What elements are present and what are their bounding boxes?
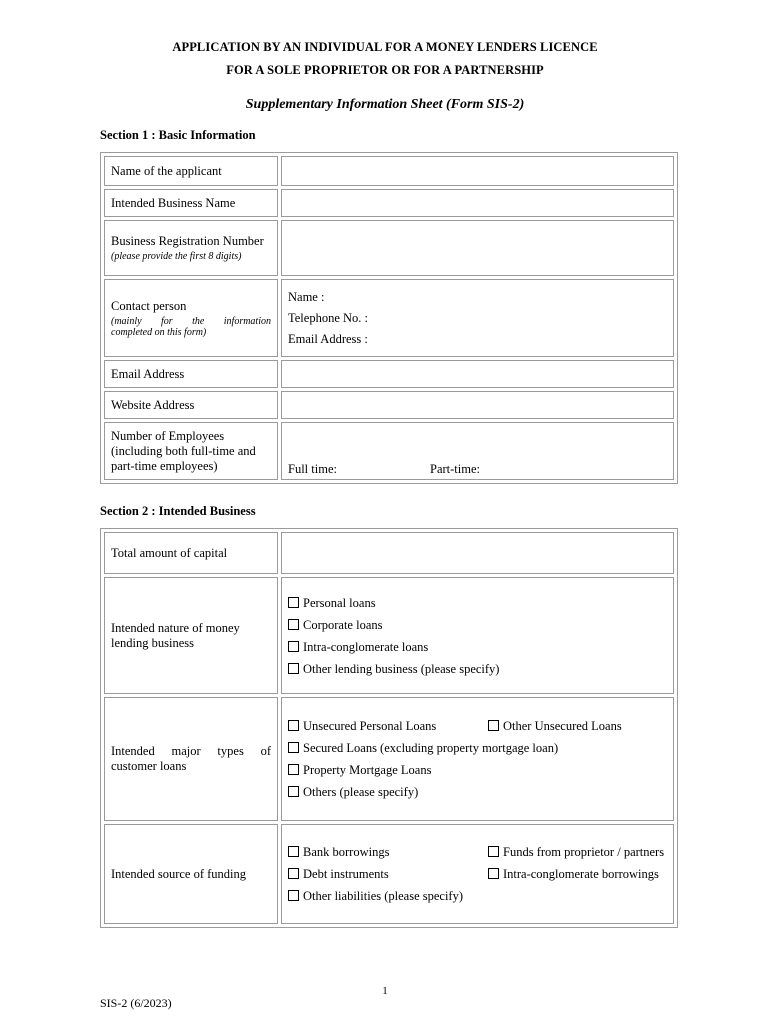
row-applicant-name: [104, 156, 674, 186]
option-label: Debt instruments: [303, 867, 389, 881]
checkbox-icon[interactable]: [288, 720, 299, 731]
nature-option-personal[interactable]: [288, 592, 667, 614]
employees-field[interactable]: [281, 422, 674, 480]
option-label: Other lending business (please specify): [303, 661, 500, 676]
row-business-name: [104, 189, 674, 217]
form-title-line2: FOR A SOLE PROPRIETOR OR FOR A PARTNERSHIP: [226, 63, 544, 77]
loan-option-others[interactable]: [288, 781, 667, 803]
section2-heading: Section 2 : Intended Business: [100, 504, 256, 518]
section1-heading: Section 1 : Basic Information: [100, 128, 256, 142]
option-label: Other liabilities (please specify): [303, 889, 464, 903]
contact-tel-label: Telephone No. :: [288, 310, 369, 325]
checkbox-icon[interactable]: [488, 846, 499, 857]
row-contact: [104, 279, 674, 357]
contact-name-label: Name :: [288, 289, 325, 304]
capital-label: Total amount of capital: [104, 532, 278, 574]
applicant-name-field[interactable]: [281, 156, 674, 186]
loans-label-1: Intended major types of: [111, 744, 271, 758]
option-label: Intra-conglomerate borrowings: [503, 867, 659, 881]
fund-option-proprietor[interactable]: [488, 841, 664, 863]
row-brn: [104, 220, 674, 276]
nature-options-cell: [281, 577, 674, 694]
brn-label: Business Registration Number: [111, 234, 264, 248]
capital-field[interactable]: [281, 532, 674, 574]
checkbox-icon[interactable]: [488, 868, 499, 879]
part-time-label: Part-time:: [430, 462, 480, 476]
business-name-label: Intended Business Name: [104, 189, 278, 217]
option-label: Unsecured Personal Loans: [303, 719, 437, 733]
checkbox-icon[interactable]: [288, 597, 299, 608]
page-number: 1: [382, 985, 388, 997]
option-label: Secured Loans (excluding property mortgage loan): [303, 741, 559, 755]
nature-option-intra[interactable]: [288, 636, 667, 658]
option-label: Intra-conglomerate loans: [303, 639, 429, 654]
option-label: Bank borrowings: [303, 845, 390, 859]
loan-option-unsecured[interactable]: [288, 715, 488, 737]
fund-option-debt[interactable]: [288, 863, 488, 885]
row-website: [104, 391, 674, 419]
email-field[interactable]: [281, 360, 674, 388]
brn-label-cell: [104, 220, 278, 276]
row-capital: [104, 532, 674, 574]
contact-note-2: completed on this form): [111, 326, 207, 338]
row-email: [104, 360, 674, 388]
option-label: Property Mortgage Loans: [303, 763, 432, 777]
checkbox-icon[interactable]: [288, 619, 299, 630]
loans-options-cell: [281, 697, 674, 821]
employees-label-3: part-time employees): [111, 458, 218, 473]
funding-label: Intended source of funding: [104, 824, 278, 924]
form-subtitle: Supplementary Information Sheet (Form SIS-2): [245, 97, 525, 112]
nature-label-cell: [104, 577, 278, 694]
nature-option-other[interactable]: [288, 658, 667, 680]
loan-option-property[interactable]: [288, 759, 667, 781]
row-loan-types: [104, 697, 674, 821]
option-label: Corporate loans: [303, 617, 383, 632]
row-employees: [104, 422, 674, 480]
form-code: SIS-2 (6/2023): [100, 996, 172, 1010]
intended-business-table: [100, 528, 678, 928]
checkbox-icon[interactable]: [288, 641, 299, 652]
nature-label-1: Intended nature of money: [111, 620, 240, 635]
contact-email-label: Email Address :: [288, 331, 368, 346]
loan-option-other-unsecured[interactable]: [488, 715, 622, 737]
checkbox-icon[interactable]: [288, 868, 299, 879]
full-time-label: Full time:: [288, 462, 337, 476]
website-field[interactable]: [281, 391, 674, 419]
fund-option-intra[interactable]: [488, 863, 659, 885]
option-label: Other Unsecured Loans: [503, 719, 622, 733]
website-label: Website Address: [104, 391, 278, 419]
row-nature: [104, 577, 674, 694]
contact-field[interactable]: [281, 279, 674, 357]
brn-note: (please provide the first 8 digits): [111, 251, 242, 262]
loans-label-2: customer loans: [111, 759, 187, 773]
business-name-field[interactable]: [281, 189, 674, 217]
option-label: Funds from proprietor / partners: [503, 845, 665, 859]
basic-info-table: [100, 152, 678, 484]
checkbox-icon[interactable]: [288, 663, 299, 674]
form-title-line1: APPLICATION BY AN INDIVIDUAL FOR A MONEY LENDERS LICENCE: [172, 40, 598, 54]
loan-option-secured[interactable]: [288, 737, 667, 759]
brn-field[interactable]: [281, 220, 674, 276]
contact-label: Contact person: [111, 298, 187, 313]
contact-note-1: (mainly for the information: [111, 315, 271, 327]
row-funding: [104, 824, 674, 924]
nature-label-2: lending business: [111, 635, 194, 650]
employees-label-1: Number of Employees: [111, 428, 225, 443]
checkbox-icon[interactable]: [288, 846, 299, 857]
applicant-name-label: Name of the applicant: [104, 156, 278, 186]
option-label: Personal loans: [303, 595, 376, 610]
email-label: Email Address: [104, 360, 278, 388]
checkbox-icon[interactable]: [488, 720, 499, 731]
checkbox-icon[interactable]: [288, 764, 299, 775]
loans-label-cell: [104, 697, 278, 821]
fund-option-bank[interactable]: [288, 841, 488, 863]
employees-label-2: (including both full-time and: [111, 443, 256, 458]
employees-label-cell: [104, 422, 278, 480]
nature-option-corporate[interactable]: [288, 614, 667, 636]
contact-label-cell: [104, 279, 278, 357]
option-label: Others (please specify): [303, 785, 419, 799]
checkbox-icon[interactable]: [288, 890, 299, 901]
funding-options-cell: [281, 824, 674, 924]
checkbox-icon[interactable]: [288, 742, 299, 753]
checkbox-icon[interactable]: [288, 786, 299, 797]
fund-option-other[interactable]: [288, 885, 667, 907]
